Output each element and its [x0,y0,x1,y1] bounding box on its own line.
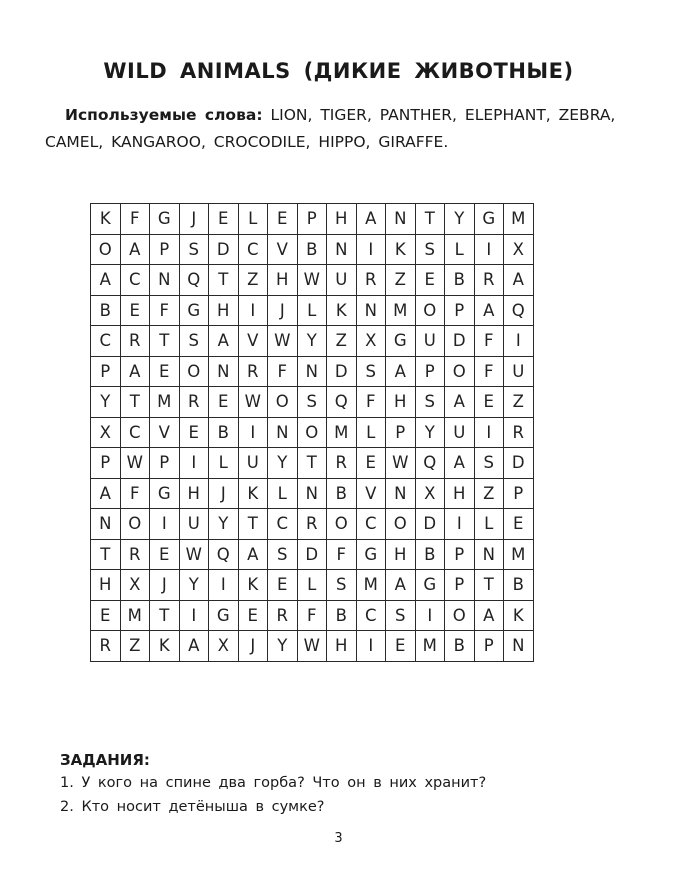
grid-cell[interactable]: H [327,631,357,662]
grid-cell[interactable]: A [504,265,534,296]
grid-cell[interactable]: S [179,234,209,265]
grid-cell[interactable]: V [238,326,268,357]
grid-cell[interactable]: L [445,234,475,265]
grid-cell[interactable]: D [209,234,239,265]
grid-cell[interactable]: C [238,234,268,265]
grid-row [91,295,534,326]
grid-row [91,631,534,662]
grid-cell[interactable]: L [268,478,298,509]
grid-cell[interactable]: L [238,204,268,235]
grid-cell[interactable]: U [445,417,475,448]
grid-cell[interactable]: M [415,631,445,662]
grid-cell[interactable]: M [504,539,534,570]
grid-cell[interactable]: H [386,539,416,570]
grid-row [91,448,534,479]
grid-cell[interactable]: L [356,417,386,448]
grid-cell[interactable]: S [268,539,298,570]
grid-cell[interactable]: X [91,417,121,448]
grid-cell[interactable]: E [91,600,121,631]
grid-cell[interactable]: P [150,234,180,265]
grid-cell[interactable]: E [474,387,504,418]
grid-cell[interactable]: B [504,570,534,601]
grid-cell[interactable]: J [150,570,180,601]
used-words [45,102,625,156]
grid-cell[interactable]: E [150,356,180,387]
grid-row [91,417,534,448]
grid-cell[interactable]: L [209,448,239,479]
grid-cell[interactable]: Q [209,539,239,570]
grid-cell[interactable]: Q [327,387,357,418]
grid-cell[interactable]: W [120,448,150,479]
grid-cell[interactable]: D [297,539,327,570]
grid-cell[interactable]: S [415,387,445,418]
grid-cell[interactable]: S [415,234,445,265]
grid-cell[interactable]: I [415,600,445,631]
grid-cell[interactable]: N [209,356,239,387]
grid-cell[interactable]: X [504,234,534,265]
grid-cell[interactable]: A [445,448,475,479]
grid-cell[interactable]: G [356,539,386,570]
grid-cell[interactable]: E [268,570,298,601]
grid-cell[interactable]: N [327,234,357,265]
grid-cell[interactable]: H [445,478,475,509]
grid-cell[interactable]: E [356,448,386,479]
task-item: 2. Кто носит детёныша в сумке? [60,799,325,815]
grid-cell[interactable]: U [238,448,268,479]
grid-cell[interactable]: E [268,204,298,235]
grid-row [91,539,534,570]
grid-cell[interactable]: B [415,539,445,570]
grid-cell[interactable]: X [209,631,239,662]
grid-cell[interactable]: F [474,356,504,387]
grid-cell[interactable]: F [120,204,150,235]
grid-cell[interactable]: A [474,295,504,326]
grid-cell[interactable]: B [445,265,475,296]
grid-cell[interactable]: E [179,417,209,448]
grid-cell[interactable]: V [356,478,386,509]
grid-cell[interactable]: G [179,295,209,326]
grid-cell[interactable]: N [150,265,180,296]
tasks-heading: ЗАДАНИЯ: [60,751,150,769]
grid-cell[interactable]: E [120,295,150,326]
grid-row [91,509,534,540]
grid-cell[interactable]: H [327,204,357,235]
grid-cell[interactable]: G [150,204,180,235]
grid-cell[interactable]: P [445,570,475,601]
grid-cell[interactable]: C [356,600,386,631]
grid-cell[interactable]: S [297,387,327,418]
grid-cell[interactable]: J [268,295,298,326]
grid-cell[interactable]: E [209,387,239,418]
grid-cell[interactable]: L [297,295,327,326]
grid-cell[interactable]: A [91,265,121,296]
grid-cell[interactable]: I [445,509,475,540]
grid-cell[interactable]: O [120,509,150,540]
grid-cell[interactable]: T [474,570,504,601]
grid-cell[interactable]: C [120,417,150,448]
grid-cell[interactable]: K [238,478,268,509]
grid-row [91,478,534,509]
grid-cell[interactable]: E [415,265,445,296]
grid-cell[interactable]: G [386,326,416,357]
grid-cell[interactable]: I [504,326,534,357]
grid-cell[interactable]: O [415,295,445,326]
grid-cell[interactable]: B [297,234,327,265]
grid-cell[interactable]: F [327,539,357,570]
grid-cell[interactable]: U [327,265,357,296]
grid-cell[interactable]: M [120,600,150,631]
grid-cell[interactable]: A [120,234,150,265]
grid-cell[interactable]: W [297,265,327,296]
grid-cell[interactable]: X [415,478,445,509]
grid-cell[interactable]: B [209,417,239,448]
grid-cell[interactable]: R [504,417,534,448]
grid-cell[interactable]: U [179,509,209,540]
grid-cell[interactable]: B [91,295,121,326]
grid-cell[interactable]: J [209,478,239,509]
grid-cell[interactable]: B [445,631,475,662]
grid-cell[interactable]: C [268,509,298,540]
grid-cell[interactable]: G [209,600,239,631]
grid-cell[interactable]: C [120,265,150,296]
grid-cell[interactable]: R [120,326,150,357]
grid-cell[interactable]: F [120,478,150,509]
grid-cell[interactable]: P [415,356,445,387]
used-words-list: LION, TIGER, PANTHER, ELEPHANT, ZEBRA, CAMEL, KANGAROO, CROCODILE, HIPPO, GIRAFFE. [45,106,616,151]
grid-cell[interactable]: U [415,326,445,357]
grid-cell[interactable]: F [356,387,386,418]
grid-cell[interactable]: I [179,600,209,631]
grid-cell[interactable]: A [356,204,386,235]
task-item: 1. У кого на спине два горба? Что он в них хранит? [60,775,487,791]
grid-cell[interactable]: Q [179,265,209,296]
grid-cell[interactable]: V [150,417,180,448]
grid-cell[interactable]: W [238,387,268,418]
grid-cell[interactable]: E [238,600,268,631]
grid-cell[interactable]: A [474,600,504,631]
grid-cell[interactable]: T [91,539,121,570]
word-search-grid [90,203,534,662]
grid-cell[interactable]: I [474,417,504,448]
grid-cell[interactable]: R [268,600,298,631]
grid-cell[interactable]: O [327,509,357,540]
grid-row [91,265,534,296]
grid-cell[interactable]: R [327,448,357,479]
grid-cell[interactable]: Z [504,387,534,418]
grid-cell[interactable]: I [238,417,268,448]
grid-cell[interactable]: D [504,448,534,479]
grid-cell[interactable]: S [386,600,416,631]
grid-cell[interactable]: M [386,295,416,326]
grid-row [91,204,534,235]
grid-cell[interactable]: K [91,204,121,235]
grid-cell[interactable]: A [179,631,209,662]
grid-cell[interactable]: F [474,326,504,357]
grid-cell[interactable]: F [150,295,180,326]
grid-cell[interactable]: Y [209,509,239,540]
grid-cell[interactable]: P [150,448,180,479]
grid-cell[interactable]: A [386,570,416,601]
grid-cell[interactable]: F [297,600,327,631]
grid-cell[interactable]: I [209,570,239,601]
grid-cell[interactable]: Z [238,265,268,296]
grid-cell[interactable]: O [445,600,475,631]
grid-cell[interactable]: P [445,539,475,570]
grid-cell[interactable]: S [356,356,386,387]
grid-cell[interactable]: N [297,478,327,509]
grid-cell[interactable]: P [504,478,534,509]
page-title: WILD ANIMALS (ДИКИЕ ЖИВОТНЫЕ) [103,59,574,83]
grid-cell[interactable]: D [327,356,357,387]
grid-cell[interactable]: N [474,539,504,570]
grid-cell[interactable]: H [386,387,416,418]
grid-cell[interactable]: R [238,356,268,387]
grid-cell[interactable]: X [120,570,150,601]
grid-cell[interactable]: S [327,570,357,601]
grid-cell[interactable]: P [297,204,327,235]
grid-cell[interactable]: S [179,326,209,357]
grid-cell[interactable]: J [179,204,209,235]
grid-cell[interactable]: Z [474,478,504,509]
grid-cell[interactable]: G [474,204,504,235]
grid-cell[interactable]: M [356,570,386,601]
grid-cell[interactable]: P [445,295,475,326]
grid-cell[interactable]: K [150,631,180,662]
grid-cell[interactable]: N [386,478,416,509]
grid-cell[interactable]: I [356,631,386,662]
grid-cell[interactable]: D [415,509,445,540]
grid-cell[interactable]: A [445,387,475,418]
grid-cell[interactable]: O [179,356,209,387]
grid-cell[interactable]: I [356,234,386,265]
grid-cell[interactable]: A [91,478,121,509]
grid-cell[interactable]: H [209,295,239,326]
grid-cell[interactable]: T [415,204,445,235]
grid-row [91,326,534,357]
grid-cell[interactable]: W [268,326,298,357]
grid-cell[interactable]: O [91,234,121,265]
grid-cell[interactable]: M [150,387,180,418]
grid-cell[interactable]: R [474,265,504,296]
grid-cell[interactable]: C [91,326,121,357]
grid-cell[interactable]: Y [445,204,475,235]
grid-cell[interactable]: N [91,509,121,540]
grid-cell[interactable]: E [504,509,534,540]
grid-cell[interactable]: M [327,417,357,448]
grid-cell[interactable]: M [504,204,534,235]
grid-cell[interactable]: D [445,326,475,357]
grid-cell[interactable]: Y [91,387,121,418]
grid-cell[interactable]: P [91,356,121,387]
grid-cell[interactable]: C [356,509,386,540]
grid-row [91,356,534,387]
grid-cell[interactable]: O [445,356,475,387]
grid-cell[interactable]: I [474,234,504,265]
grid-cell[interactable]: P [91,448,121,479]
grid-cell[interactable]: Q [504,295,534,326]
grid-cell[interactable]: T [120,387,150,418]
grid-cell[interactable]: R [297,509,327,540]
grid-cell[interactable]: Y [297,326,327,357]
grid-cell[interactable]: O [268,387,298,418]
grid-cell[interactable]: B [327,478,357,509]
grid-cell[interactable]: I [150,509,180,540]
grid-cell[interactable]: X [356,326,386,357]
grid-cell[interactable]: A [386,356,416,387]
grid-cell[interactable]: T [150,600,180,631]
grid-cell[interactable]: K [386,234,416,265]
grid-cell[interactable]: A [209,326,239,357]
used-words-label: Используемые слова: [65,106,263,124]
grid-cell[interactable]: O [297,417,327,448]
grid-cell[interactable]: W [297,631,327,662]
grid-cell[interactable]: N [386,204,416,235]
grid-cell[interactable]: W [386,448,416,479]
grid-cell[interactable]: B [327,600,357,631]
grid-cell[interactable]: O [386,509,416,540]
grid-cell[interactable]: F [268,356,298,387]
grid-row [91,234,534,265]
grid-cell[interactable]: L [297,570,327,601]
grid-cell[interactable]: A [120,356,150,387]
grid-cell[interactable]: T [238,509,268,540]
grid-cell[interactable]: I [179,448,209,479]
grid-cell[interactable]: Z [120,631,150,662]
grid-cell[interactable]: Y [179,570,209,601]
grid-cell[interactable]: N [297,356,327,387]
grid-cell[interactable]: P [386,417,416,448]
grid-cell[interactable]: H [91,570,121,601]
grid-cell[interactable]: E [209,204,239,235]
grid-cell[interactable]: R [356,265,386,296]
grid-cell[interactable]: Q [415,448,445,479]
grid-cell[interactable]: E [150,539,180,570]
grid-row [91,570,534,601]
grid-row [91,387,534,418]
page-number: 3 [334,831,343,846]
grid-cell[interactable]: T [209,265,239,296]
grid-cell[interactable]: R [120,539,150,570]
grid-cell[interactable]: Z [327,326,357,357]
grid-cell[interactable]: R [179,387,209,418]
grid-cell[interactable]: G [150,478,180,509]
grid-cell[interactable]: Z [386,265,416,296]
grid-cell[interactable]: J [238,631,268,662]
grid-cell[interactable]: Y [415,417,445,448]
grid-cell[interactable]: H [268,265,298,296]
grid-cell[interactable]: K [504,600,534,631]
grid-cell[interactable]: T [150,326,180,357]
grid-cell[interactable]: N [268,417,298,448]
grid-cell[interactable]: A [238,539,268,570]
grid-cell[interactable]: V [268,234,298,265]
grid-cell[interactable]: T [297,448,327,479]
grid-cell[interactable]: U [504,356,534,387]
grid-cell[interactable]: N [356,295,386,326]
grid-cell[interactable]: P [474,631,504,662]
grid-cell[interactable]: Y [268,448,298,479]
grid-cell[interactable]: W [179,539,209,570]
grid-cell[interactable]: H [179,478,209,509]
grid-cell[interactable]: R [91,631,121,662]
grid-cell[interactable]: L [474,509,504,540]
grid-cell[interactable]: G [415,570,445,601]
grid-cell[interactable]: N [504,631,534,662]
grid-cell[interactable]: S [474,448,504,479]
grid-cell[interactable]: K [238,570,268,601]
grid-cell[interactable]: K [327,295,357,326]
grid-cell[interactable]: Y [268,631,298,662]
grid-cell[interactable]: I [238,295,268,326]
grid-cell[interactable]: E [386,631,416,662]
grid-row [91,600,534,631]
